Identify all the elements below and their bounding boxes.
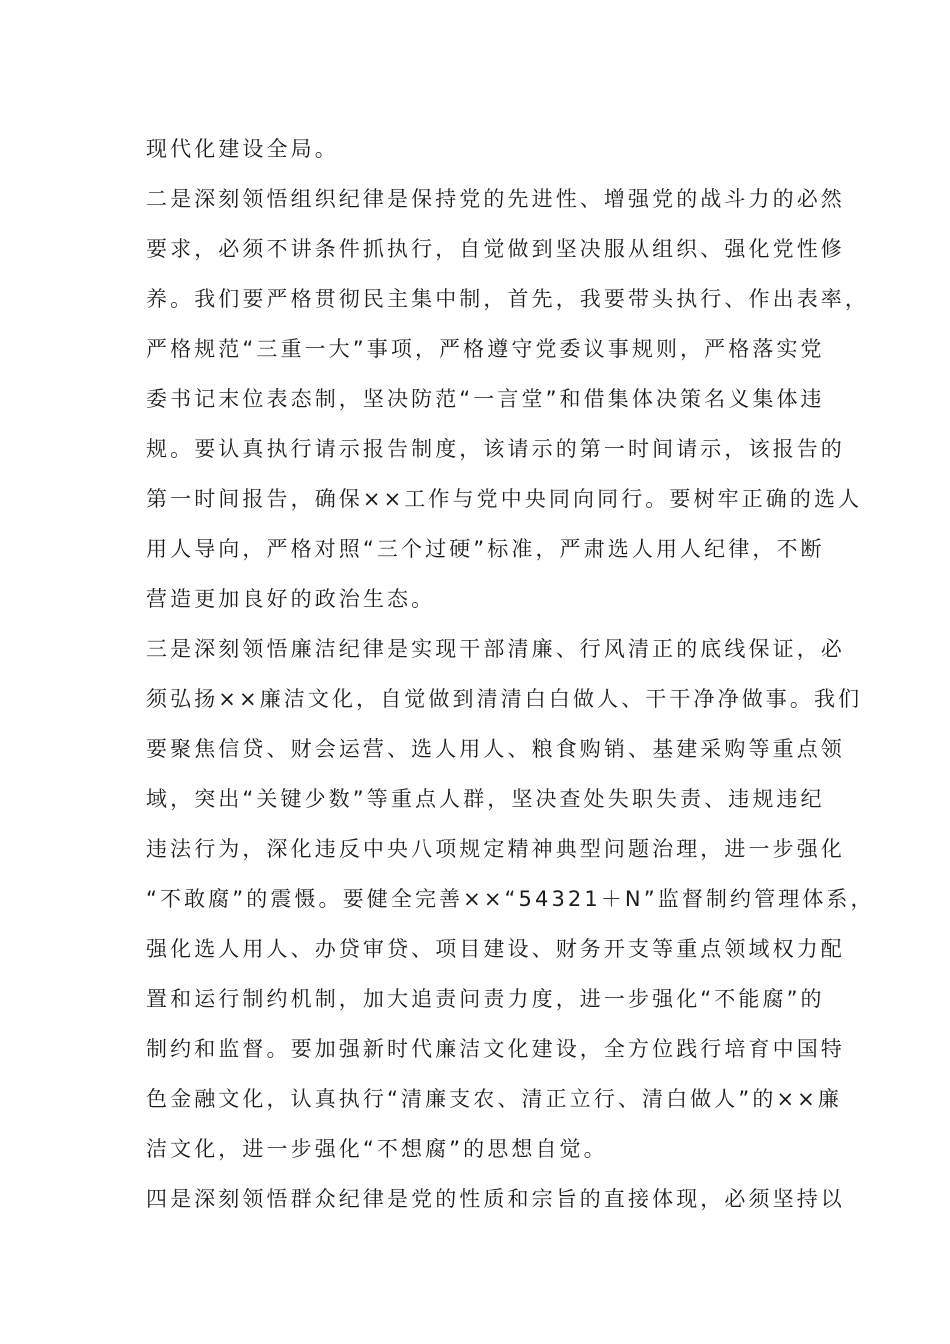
text-line: 违法行为，深化违反中央八项规定精神典型问题治理，进一步强化 [146, 837, 845, 861]
text-line: 现代化建设全局。 [146, 137, 339, 161]
text-line: “不敢腐”的震慑。要健全完善××“54321＋N”监督制约管理体系， [146, 887, 875, 911]
text-line: 域，突出“关键少数”等重点人群，坚决查处失职失责、违规违纪 [146, 787, 825, 811]
text-line: 色金融文化，认真执行“清廉支农、清正立行、清白做人”的××廉 [146, 1087, 842, 1111]
text-line: 委书记末位表态制，坚决防范“一言堂”和借集体决策名义集体违 [146, 387, 825, 411]
text-line: 制约和监督。要加强新时代廉洁文化建设，全方位践行培育中国特 [146, 1037, 845, 1061]
text-line: 须弘扬××廉洁文化，自觉做到清清白白做人、干干净净做事。我们 [146, 687, 863, 711]
text-line: 严格规范“三重一大”事项，严格遵守党委议事规则，严格落实党 [146, 337, 825, 361]
text-line: 要聚焦信贷、财会运营、选人用人、粮食购销、基建采购等重点领 [146, 737, 845, 761]
text-line: 要求，必须不讲条件抓执行，自觉做到坚决服从组织、强化党性修 [146, 237, 845, 261]
text-line: 四是深刻领悟群众纪律是党的性质和宗旨的直接体现，必须坚持以 [146, 1187, 845, 1211]
text-line: 二是深刻领悟组织纪律是保持党的先进性、增强党的战斗力的必然 [146, 187, 845, 211]
text-line: 第一时间报告，确保××工作与党中央同向同行。要树牢正确的选人 [146, 487, 863, 511]
text-line: 洁文化，进一步强化“不想腐”的思想自觉。 [146, 1137, 608, 1161]
text-line: 养。我们要严格贯彻民主集中制，首先，我要带头执行、作出表率， [146, 287, 869, 311]
text-line: 三是深刻领悟廉洁纪律是实现干部清廉、行风清正的底线保证，必 [146, 637, 845, 661]
text-line: 置和运行制约机制，加大追责问责力度，进一步强化“不能腐”的 [146, 987, 825, 1011]
text-line: 用人导向，严格对照“三个过硬”标准，严肃选人用人纪律，不断 [146, 537, 825, 561]
text-line: 营造更加良好的政治生态。 [146, 587, 436, 611]
text-line: 强化选人用人、办贷审贷、项目建设、财务开支等重点领域权力配 [146, 937, 845, 961]
text-line: 规。要认真执行请示报告制度，该请示的第一时间请示，该报告的 [146, 437, 845, 461]
